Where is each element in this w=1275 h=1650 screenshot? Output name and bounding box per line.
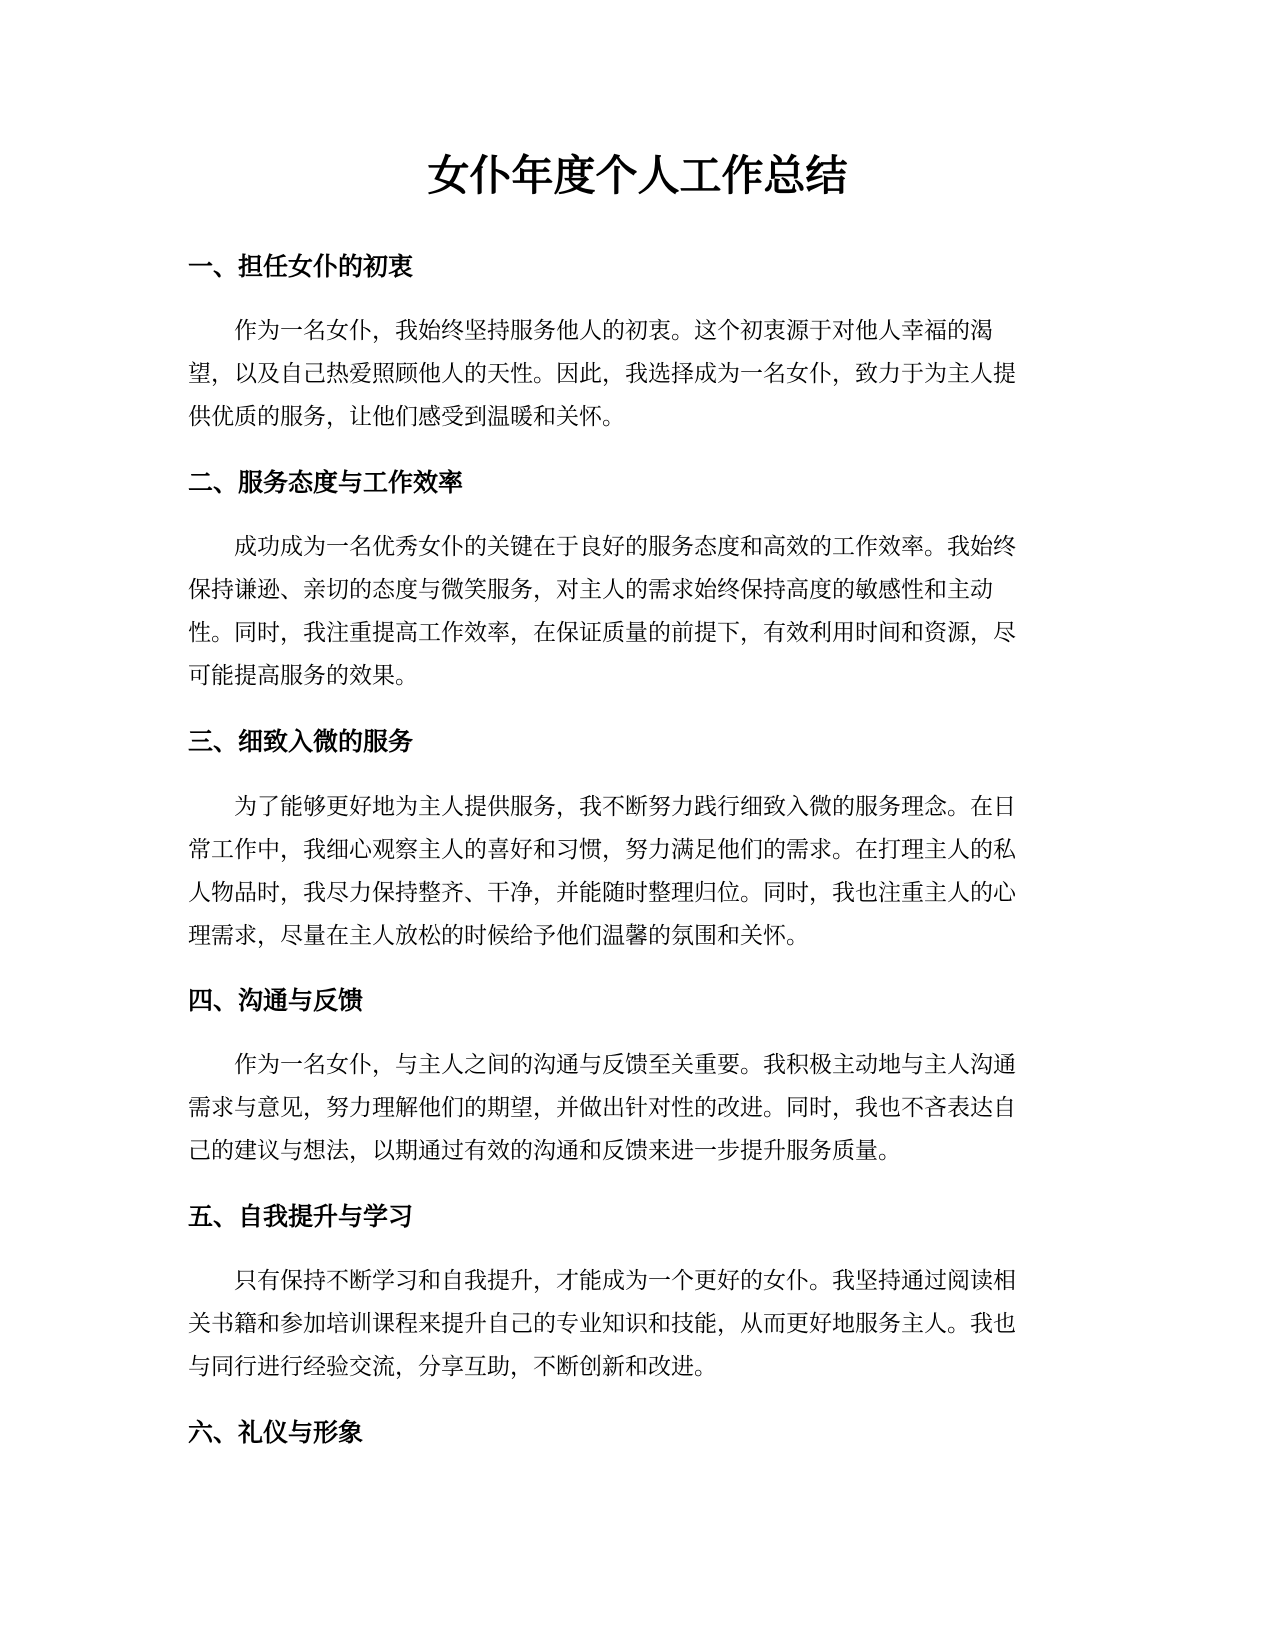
paragraph-line: 理需求，尽量在主人放松的时候给予他们温馨的氛围和关怀。	[188, 923, 809, 949]
paragraph-line: 只有保持不断学习和自我提升，才能成为一个更好的女仆。我坚持通过阅读相	[234, 1268, 1016, 1294]
section-paragraph	[188, 1044, 1016, 1173]
section-heading: 四、沟通与反馈	[188, 986, 364, 1015]
paragraph-line: 人物品时，我尽力保持整齐、干净，并能随时整理归位。同时，我也注重主人的心	[188, 880, 1016, 906]
section-heading: 六、礼仪与形象	[188, 1418, 364, 1447]
paragraph-line: 望，以及自己热爱照顾他人的天性。因此，我选择成为一名女仆，致力于为主人提	[188, 361, 1016, 387]
paragraph-line: 关书籍和参加培训课程来提升自己的专业知识和技能，从而更好地服务主人。我也	[188, 1311, 1016, 1337]
paragraph-line: 己的建议与想法，以期通过有效的沟通和反馈来进一步提升服务质量。	[188, 1138, 901, 1164]
paragraph-line: 保持谦逊、亲切的态度与微笑服务，对主人的需求始终保持高度的敏感性和主动	[188, 577, 993, 603]
section-paragraph	[188, 786, 1016, 958]
paragraph-line: 为了能够更好地为主人提供服务，我不断努力践行细致入微的服务理念。在日	[234, 794, 1016, 820]
paragraph-line: 作为一名女仆，我始终坚持服务他人的初衷。这个初衷源于对他人幸福的渴	[234, 318, 993, 344]
paragraph-line: 可能提高服务的效果。	[188, 663, 418, 689]
section-paragraph	[188, 526, 1016, 698]
section-heading: 二、服务态度与工作效率	[188, 468, 464, 497]
section-paragraph	[188, 1260, 1016, 1389]
section-heading: 一、担任女仆的初衷	[188, 252, 414, 281]
section-heading: 三、细致入微的服务	[188, 727, 414, 756]
paragraph-line: 需求与意见，努力理解他们的期望，并做出针对性的改进。同时，我也不吝表达自	[188, 1095, 1016, 1121]
section-heading: 五、自我提升与学习	[188, 1202, 414, 1231]
paragraph-line: 性。同时，我注重提高工作效率，在保证质量的前提下，有效利用时间和资源，尽	[188, 620, 1016, 646]
paragraph-line: 常工作中，我细心观察主人的喜好和习惯，努力满足他们的需求。在打理主人的私	[188, 837, 1016, 863]
section-paragraph	[188, 310, 1016, 439]
paragraph-line: 供优质的服务，让他们感受到温暖和关怀。	[188, 404, 625, 430]
document-title: 女仆年度个人工作总结	[427, 151, 848, 200]
paragraph-line: 作为一名女仆，与主人之间的沟通与反馈至关重要。我积极主动地与主人沟通	[234, 1052, 1016, 1078]
paragraph-line: 成功成为一名优秀女仆的关键在于良好的服务态度和高效的工作效率。我始终	[234, 534, 1016, 560]
paragraph-line: 与同行进行经验交流，分享互助，不断创新和改进。	[188, 1354, 717, 1380]
